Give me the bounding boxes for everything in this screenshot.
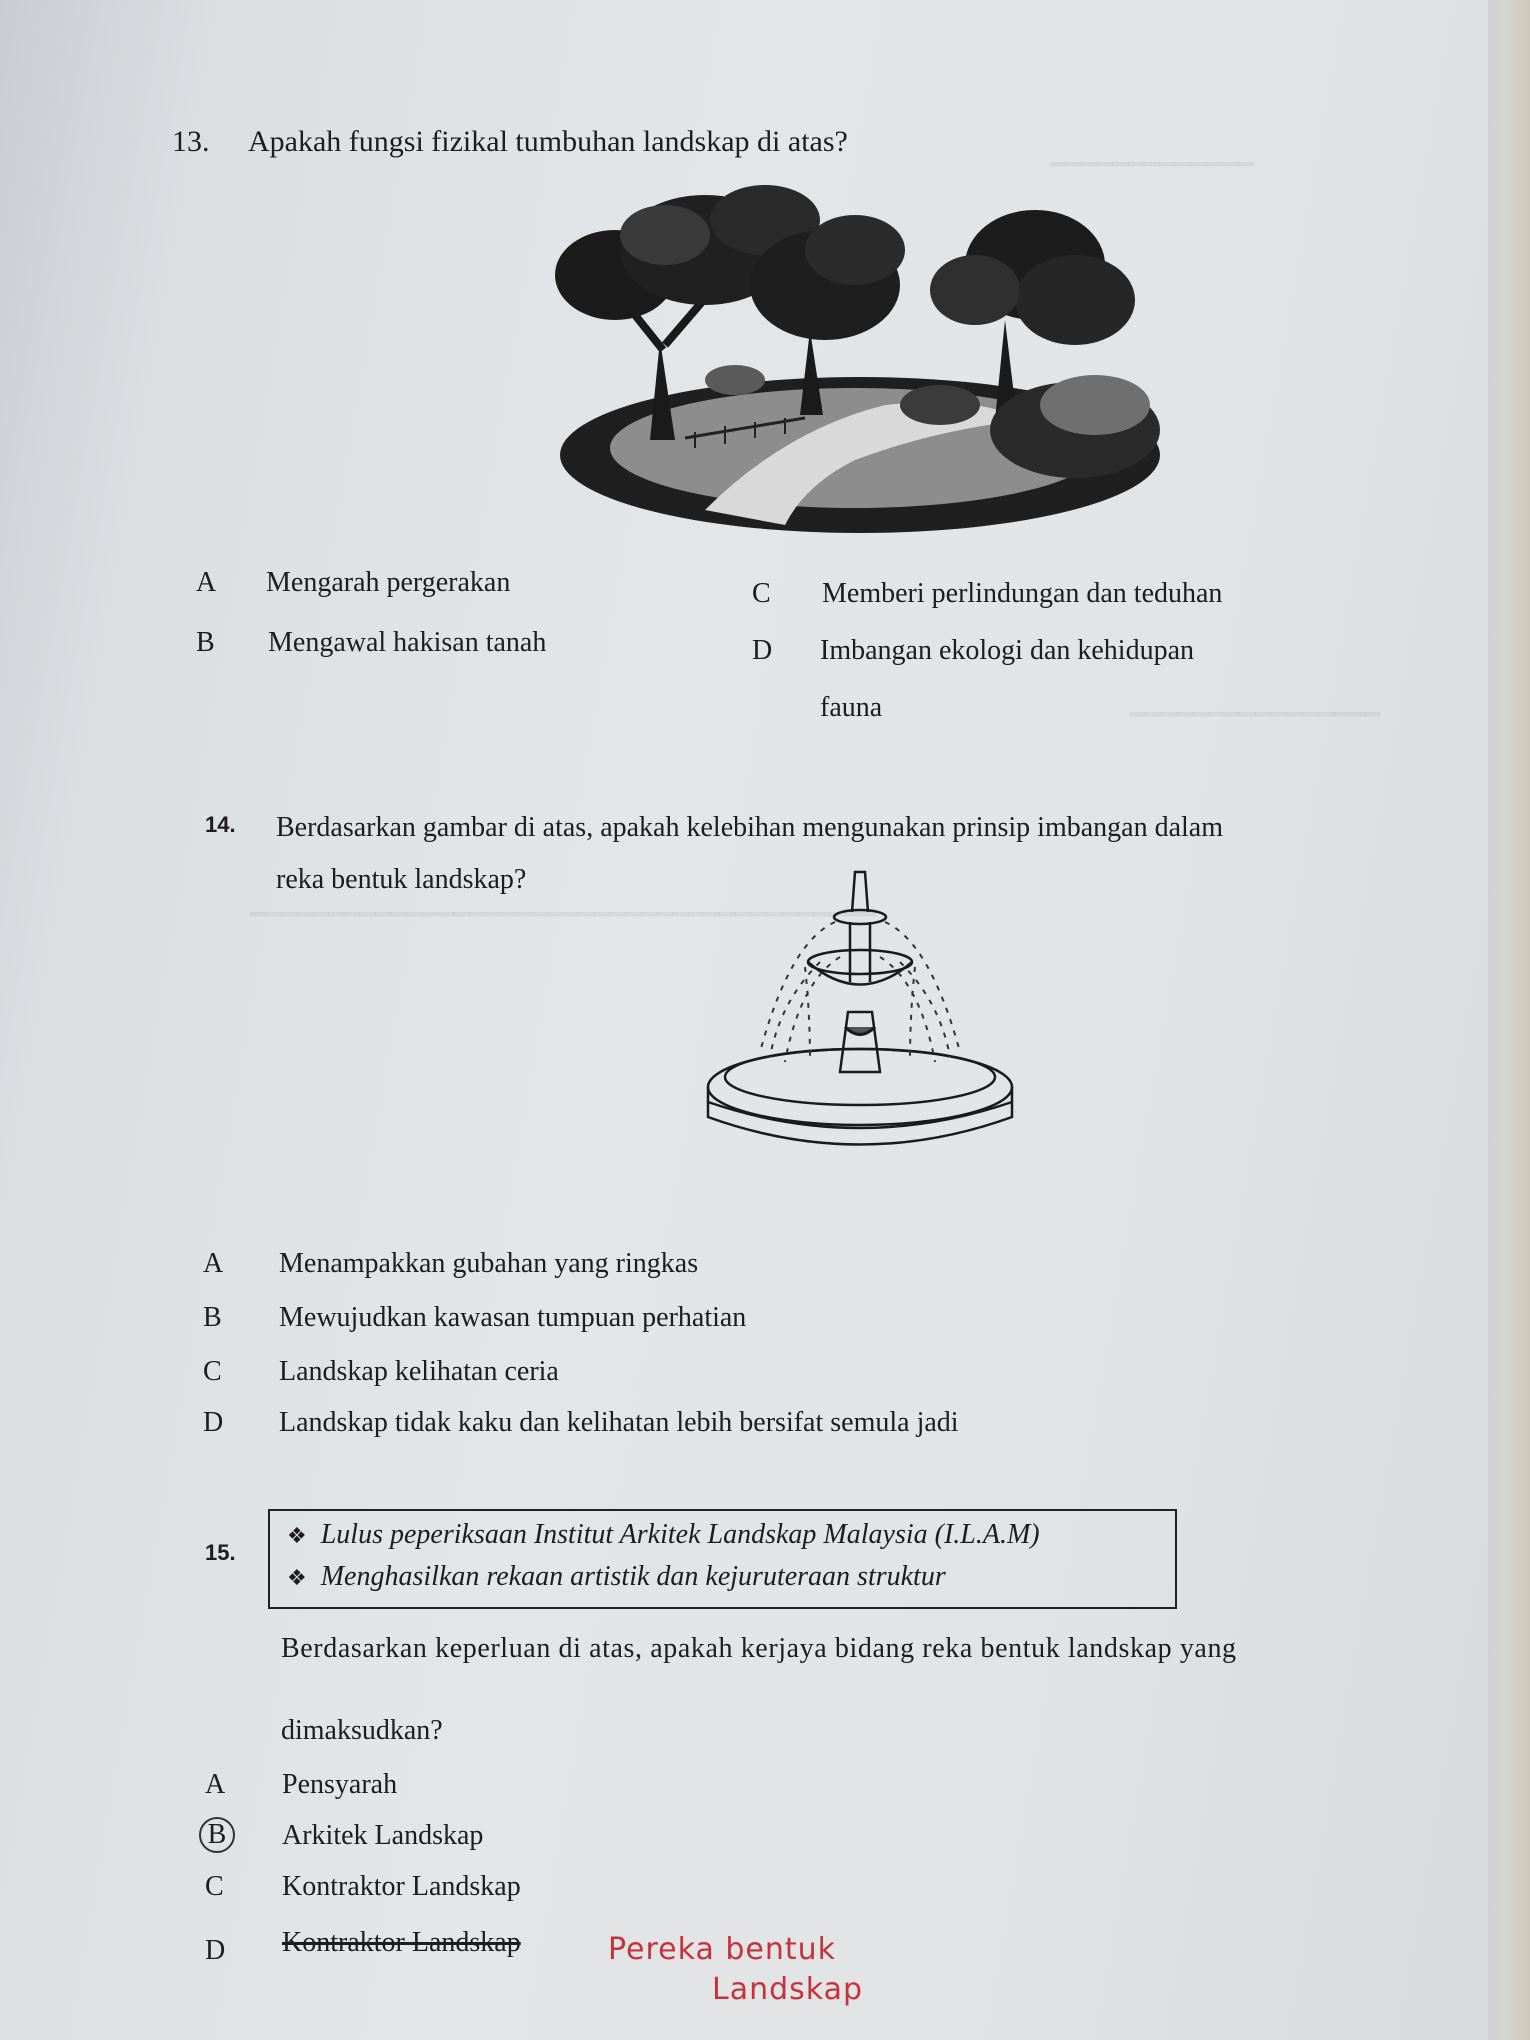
q14-question-line2: reka bentuk landskap?	[276, 864, 527, 895]
q15-option-d-text-struck: Kontraktor Landskap	[282, 1927, 521, 1958]
q15-option-b-text: Arkitek Landskap	[282, 1820, 484, 1851]
requirement-text: Lulus peperiksaan Institut Arkitek Landskap Malaysia (I.L.A.M)	[320, 1519, 1040, 1550]
diamond-bullet-icon: ❖	[287, 1524, 307, 1549]
requirement-text: Menghasilkan rekaan artistik dan kejuruteraan struktur	[320, 1561, 946, 1592]
requirement-item	[287, 1561, 946, 1593]
show-through-text: ━━━━━━━━━━━━━━━━━━━━━━━━━━━━━━━━━━━━━━━━	[250, 900, 877, 929]
q13-option-d-text-cont: fauna	[820, 692, 883, 723]
q15-question-line1: Berdasarkan keperluan di atas, apakah kerjaya bidang reka bentuk landskap yang	[281, 1633, 1237, 1664]
handwritten-correction-line1: Pereka bentuk	[608, 1932, 837, 1967]
diamond-bullet-icon: ❖	[287, 1566, 307, 1591]
q14-option-c-text: Landskap kelihatan ceria	[279, 1356, 559, 1387]
paper-edge	[1488, 0, 1530, 2040]
show-through-text: ━━━━━━━━━━━━━━━━	[1130, 700, 1381, 729]
landscape-trees-illustration	[555, 180, 1165, 540]
q14-option-b-text: Mewujudkan kawasan tumpuan perhatian	[279, 1302, 747, 1333]
q14-option-b-letter: B	[203, 1302, 222, 1333]
requirements-box	[268, 1509, 1177, 1609]
q13-option-d-text: Imbangan ekologi dan kehidupan	[820, 635, 1195, 666]
q13-option-b-text: Mengawal hakisan tanah	[268, 627, 547, 658]
q15-option-c-letter: C	[205, 1871, 224, 1902]
q13-option-c-letter: C	[752, 578, 771, 609]
q13-question: Apakah fungsi fizikal tumbuhan landskap di atas?	[248, 125, 848, 158]
q13-option-a-text: Mengarah pergerakan	[266, 567, 511, 598]
q13-number: 13.	[172, 125, 210, 158]
q15-question-line2: dimaksudkan?	[281, 1715, 443, 1746]
handwritten-correction-line2: Landskap	[712, 1972, 864, 2007]
q14-option-d-letter: D	[203, 1407, 224, 1438]
q14-question-line1: Berdasarkan gambar di atas, apakah kelebihan mengunakan prinsip imbangan dalam	[276, 812, 1223, 843]
q15-option-b-letter	[199, 1817, 235, 1853]
q15-number: 15.	[205, 1540, 236, 1565]
q13-option-d-letter: D	[752, 635, 773, 666]
fountain-illustration	[700, 862, 1020, 1172]
q14-number: 14.	[205, 812, 236, 837]
q13-option-c-text: Memberi perlindungan dan teduhan	[822, 578, 1223, 609]
q14-option-c-letter: C	[203, 1356, 222, 1387]
answer-circle-mark: B	[199, 1817, 235, 1853]
q14-option-d-text: Landskap tidak kaku dan kelihatan lebih bersifat semula jadi	[279, 1407, 959, 1438]
q15-option-d-letter: D	[205, 1935, 226, 1966]
q14-option-a-letter: A	[203, 1248, 224, 1279]
q13-option-b-letter: B	[196, 627, 215, 658]
show-through-text: ━━━━━━━━━━━━━	[1050, 150, 1254, 179]
q15-option-a-text: Pensyarah	[282, 1769, 398, 1800]
requirement-item	[287, 1519, 1040, 1551]
q15-option-a-letter: A	[205, 1769, 226, 1800]
q14-option-a-text: Menampakkan gubahan yang ringkas	[279, 1248, 699, 1279]
q15-option-c-text: Kontraktor Landskap	[282, 1871, 521, 1902]
q13-option-a-letter: A	[196, 567, 217, 598]
